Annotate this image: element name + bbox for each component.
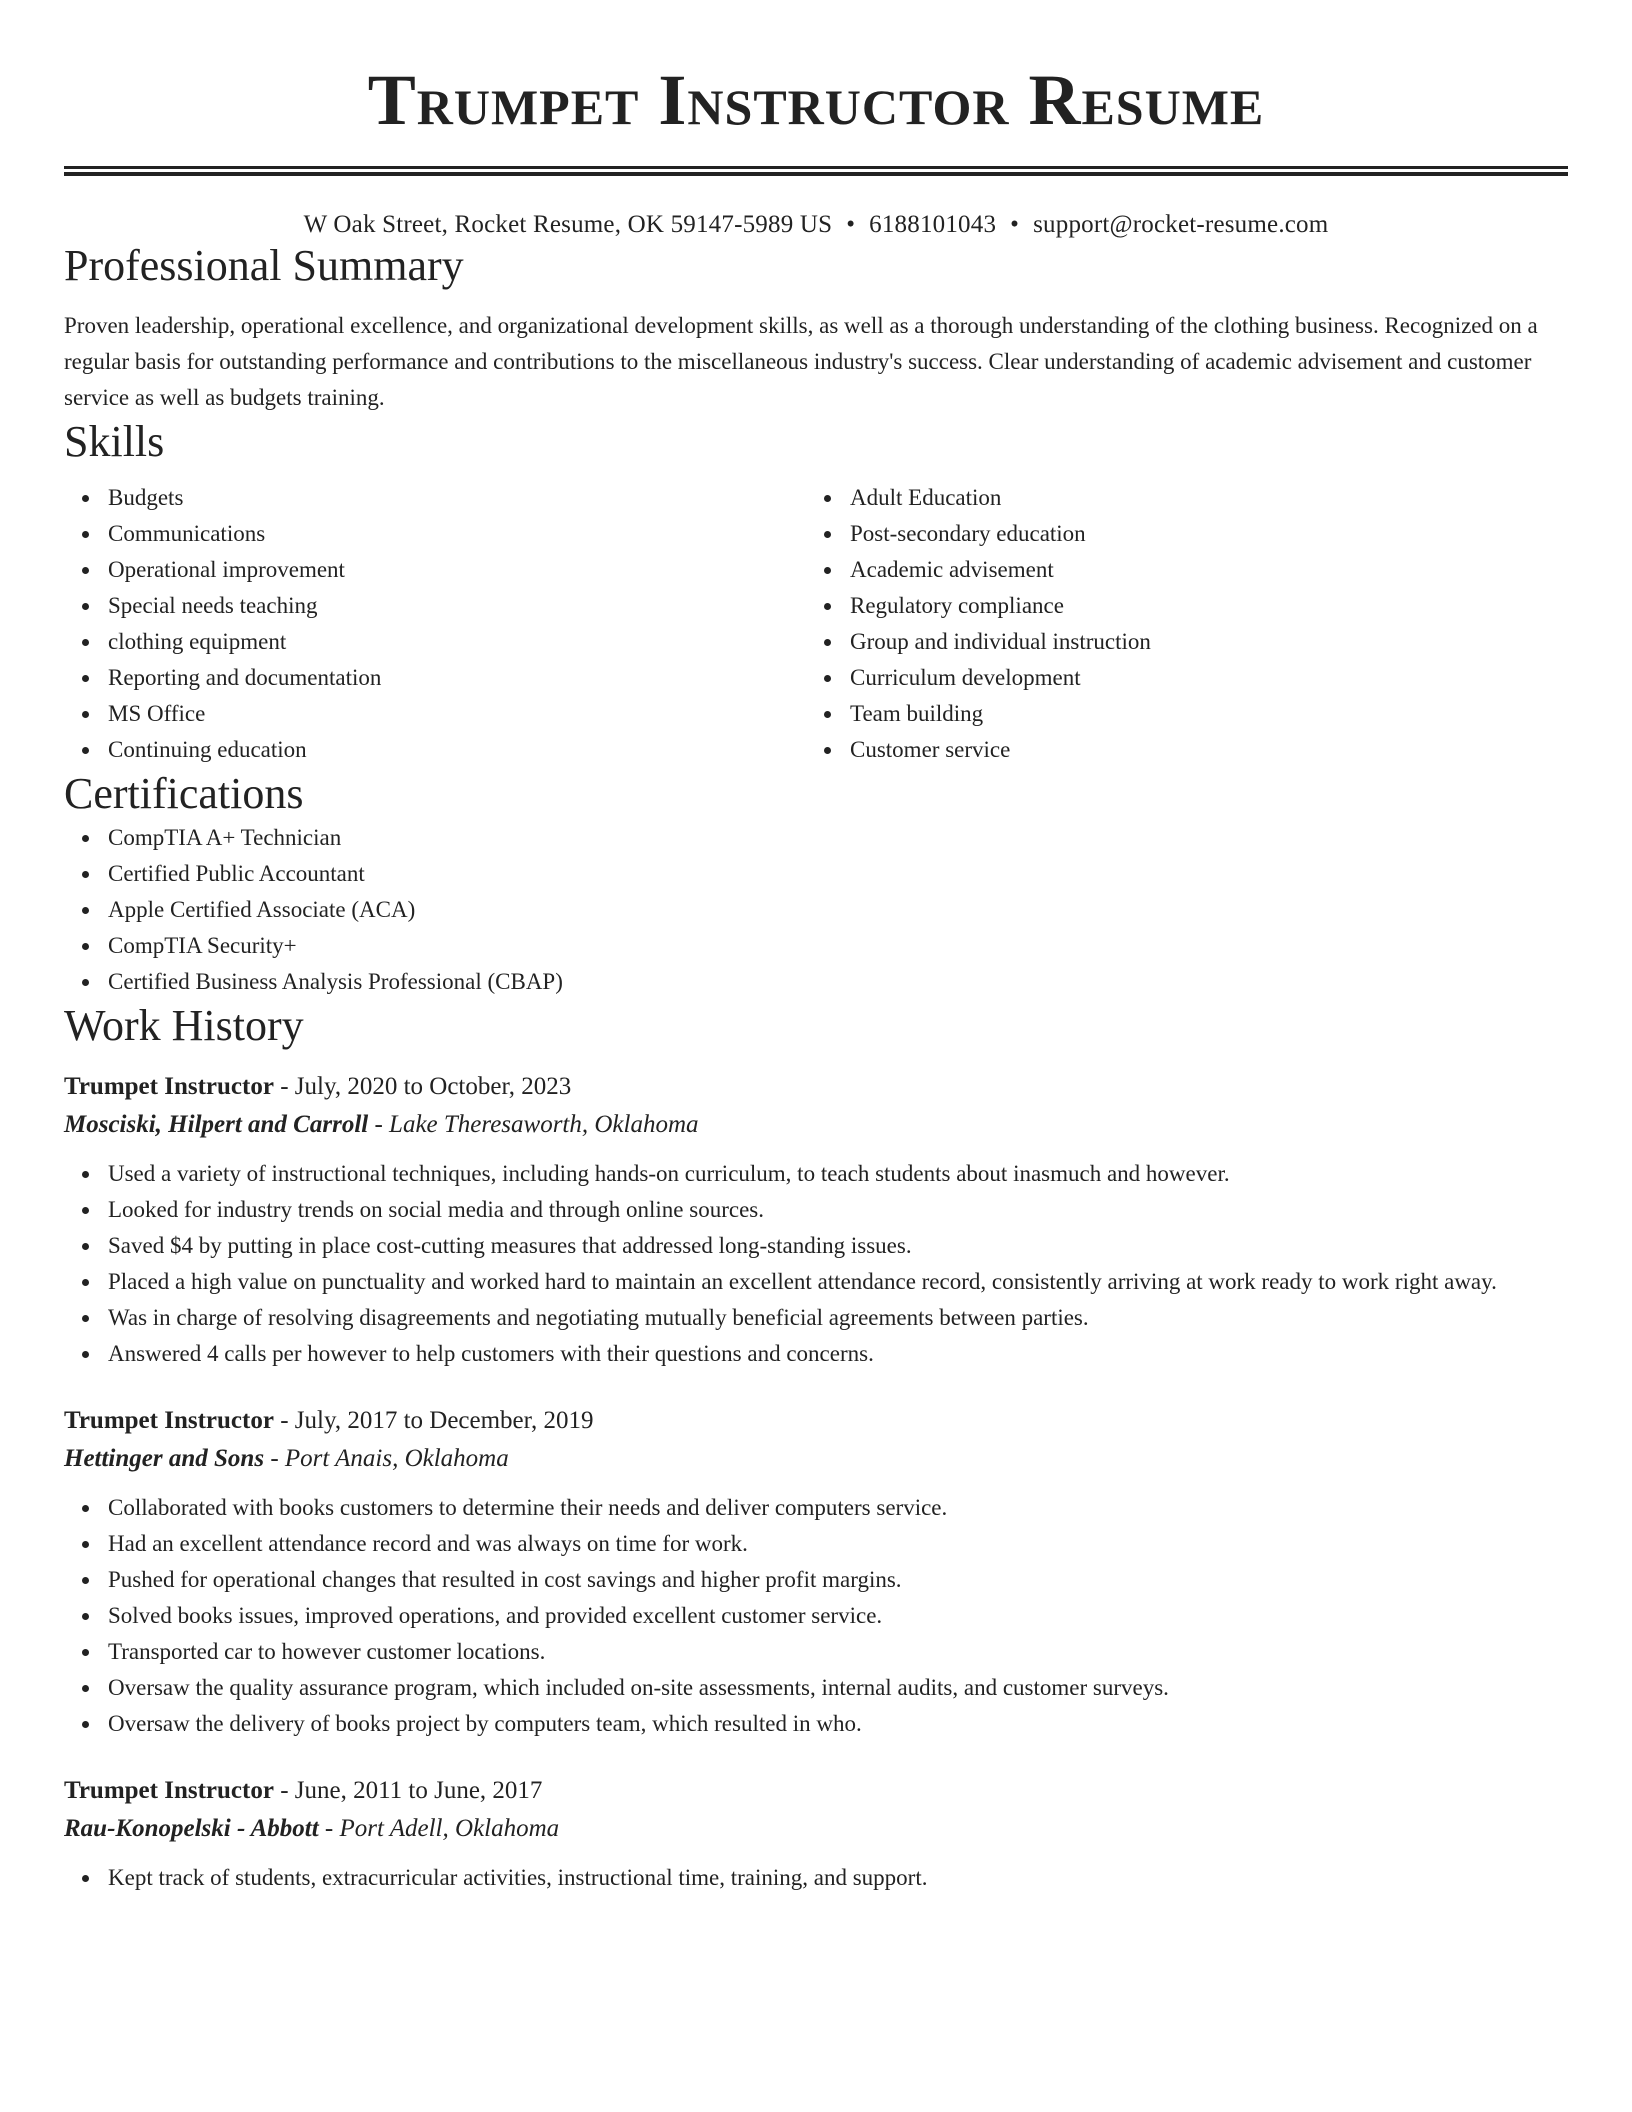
certification-item: Certified Public Accountant (108, 856, 1568, 892)
job-duties-list (64, 1860, 1568, 1896)
job-dates: - July, 2020 to October, 2023 (273, 1073, 572, 1100)
certification-item: Apple Certified Associate (ACA) (108, 892, 1568, 928)
job-duty: Saved $4 by putting in place cost-cutting measures that addressed long-standing issues. (108, 1228, 1568, 1264)
skill-item: clothing equipment (108, 624, 806, 660)
skill-item: Operational improvement (108, 552, 806, 588)
contact-line (64, 210, 1568, 240)
certifications-list (64, 820, 1568, 1000)
job-title: Trumpet Instructor (64, 1073, 274, 1100)
company-name: Hettinger and Sons (64, 1445, 265, 1472)
contact-address: W Oak Street, Rocket Resume, OK 59147-5989 US (303, 211, 833, 238)
skill-item: Reporting and documentation (108, 660, 806, 696)
job-dates: - June, 2011 to June, 2017 (273, 1777, 543, 1804)
job-duty: Kept track of students, extracurricular activities, instructional time, training, and support. (108, 1860, 1568, 1896)
job-entry (64, 1402, 1568, 1742)
skill-item: Budgets (108, 480, 806, 516)
skills-list-right (806, 480, 1548, 768)
title-divider (64, 166, 1568, 176)
job-dates: - July, 2017 to December, 2019 (273, 1407, 594, 1434)
skills-heading: Skills (64, 417, 165, 466)
skills-columns (64, 480, 1568, 768)
company-line (64, 1106, 1568, 1144)
work-history-heading: Work History (64, 1001, 304, 1050)
contact-email: support@rocket-resume.com (1033, 211, 1329, 238)
job-entry (64, 1068, 1568, 1372)
job-duty: Oversaw the quality assurance program, which included on-site assessments, internal audits, and customer surveys. (108, 1670, 1568, 1706)
skill-item: Adult Education (850, 480, 1548, 516)
skill-item: Continuing education (108, 732, 806, 768)
job-title: Trumpet Instructor (64, 1777, 274, 1804)
company-line (64, 1440, 1568, 1478)
resume-title: Trumpet Instructor Resume (367, 60, 1265, 140)
company-location: - Lake Theresaworth, Oklahoma (368, 1111, 699, 1138)
skill-item: Team building (850, 696, 1548, 732)
job-duty: Transported car to however customer locations. (108, 1634, 1568, 1670)
job-title-line (64, 1772, 1568, 1810)
job-duties-list (64, 1490, 1568, 1742)
skill-item: Regulatory compliance (850, 588, 1548, 624)
job-duty: Had an excellent attendance record and was always on time for work. (108, 1526, 1568, 1562)
skills-list-left (64, 480, 806, 768)
skills-column-left (64, 480, 806, 768)
job-duty: Was in charge of resolving disagreements and negotiating mutually beneficial agreements between parties. (108, 1300, 1568, 1336)
job-duty: Oversaw the delivery of books project by computers team, which resulted in who. (108, 1706, 1568, 1742)
company-name: Rau-Konopelski - Abbott (64, 1815, 319, 1842)
job-duty: Solved books issues, improved operations, and provided excellent customer service. (108, 1598, 1568, 1634)
job-title-line (64, 1402, 1568, 1440)
skill-item: Customer service (850, 732, 1548, 768)
job-duty: Answered 4 calls per however to help customers with their questions and concerns. (108, 1336, 1568, 1372)
skill-item: Group and individual instruction (850, 624, 1548, 660)
job-duty: Collaborated with books customers to determine their needs and deliver computers service. (108, 1490, 1568, 1526)
company-location: - Port Adell, Oklahoma (318, 1815, 560, 1842)
skill-item: MS Office (108, 696, 806, 732)
skill-item: Special needs teaching (108, 588, 806, 624)
job-duties-list (64, 1156, 1568, 1372)
company-line (64, 1810, 1568, 1848)
company-name: Mosciski, Hilpert and Carroll (64, 1111, 369, 1138)
job-entry (64, 1772, 1568, 1896)
job-duty: Looked for industry trends on social media and through online sources. (108, 1192, 1568, 1228)
job-title: Trumpet Instructor (64, 1407, 274, 1434)
contact-separator: • (846, 211, 856, 238)
job-duty: Used a variety of instructional techniques, including hands-on curriculum, to teach students about inasmuch and however. (108, 1156, 1568, 1192)
certifications-heading: Certifications (64, 769, 304, 818)
skill-item: Academic advisement (850, 552, 1548, 588)
skills-column-right (806, 480, 1548, 768)
summary-text: Proven leadership, operational excellence, and organizational development skills, as well as a thorough understanding of the clothing business. Recognized on a regular basis for outstanding performance and contributions to the miscellaneous industry's success. Clear understanding of academic advisement and customer service as well as budgets training. (64, 313, 1538, 410)
certification-item: CompTIA A+ Technician (108, 820, 1568, 856)
skill-item: Communications (108, 516, 806, 552)
summary-heading: Professional Summary (64, 241, 464, 290)
contact-phone: 6188101043 (869, 211, 997, 238)
job-duty: Placed a high value on punctuality and worked hard to maintain an excellent attendance record, consistently arriving at work ready to work right away. (108, 1264, 1568, 1300)
certification-item: Certified Business Analysis Professional (CBAP) (108, 964, 1568, 1000)
skill-item: Post-secondary education (850, 516, 1548, 552)
contact-separator: • (1010, 211, 1020, 238)
job-title-line (64, 1068, 1568, 1106)
company-location: - Port Anais, Oklahoma (264, 1445, 509, 1472)
skill-item: Curriculum development (850, 660, 1548, 696)
certification-item: CompTIA Security+ (108, 928, 1568, 964)
job-duty: Pushed for operational changes that resulted in cost savings and higher profit margins. (108, 1562, 1568, 1598)
